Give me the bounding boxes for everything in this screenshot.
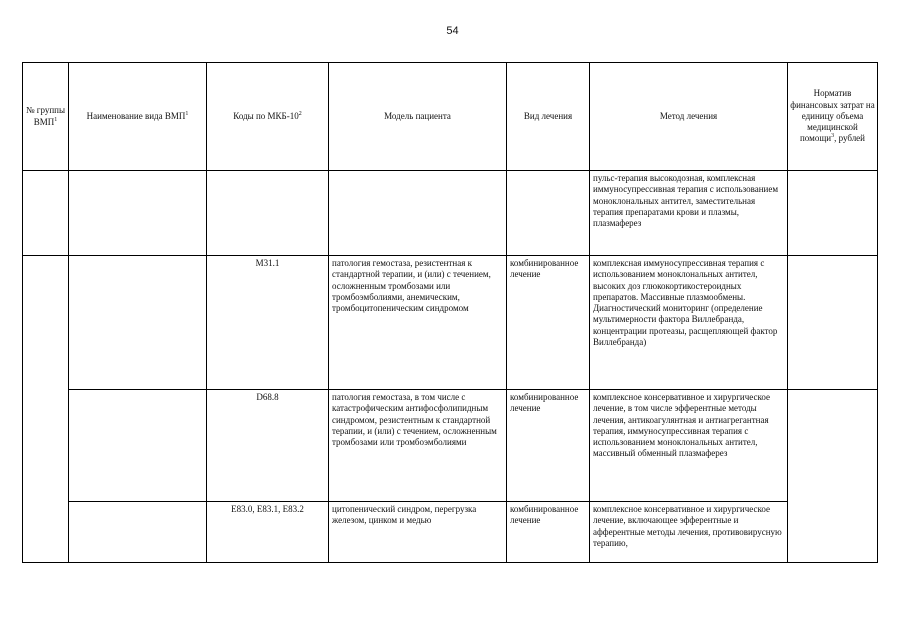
cell-method: комплексная иммуносупрессивная терапия с использованием моноклональных антител, высоких доз глюкокортикостероидных препаратов. Массивные плазмообмены. Диагностический мониторинг (определение мультимерности фактора Виллебранда, концентрации протеазы, расщепляющей фактор Виллебранда) [590,256,788,390]
vmp-table [22,62,878,563]
table-header-row [23,63,878,171]
header-treatment-type: Вид лечения [507,63,590,171]
cell-codes: E83.0, E83.1, E83.2 [207,502,329,563]
cell-cost [788,256,878,390]
table-row [23,502,878,563]
header-patient-model: Модель пациента [329,63,507,171]
header-treatment-method: Метод лечения [590,63,788,171]
cell-codes: D68.8 [207,390,329,502]
cell-name [69,171,207,256]
header-vmp-name: Наименование вида ВМП$^1$ [69,63,207,171]
cell-name [69,256,207,390]
cell-model: патология гемостаза, в том числе с катастрофическим антифосфолипидным синдромом, резистентным к стандартной терапии, и (или) с течением, осложненным тромбозами или тромбоэмболиями [329,390,507,502]
table-row [23,390,878,502]
cell-codes: M31.1 [207,256,329,390]
cell-group [23,171,69,256]
cell-treatment: комбинированное лечение [507,256,590,390]
cell-codes [207,171,329,256]
cell-model: цитопенический синдром, перегрузка железом, цинком и медью [329,502,507,563]
cell-method: комплексное консервативное и хирургическое лечение, в том числе эфферентные методы лечения, антикоагулянтная и антиагрегантная терапия, иммуносупрессивная терапия с использованием моноклональных антител, массивный обменный плазмаферез [590,390,788,502]
cell-group-merged [23,256,69,563]
header-icd-codes: Коды по МКБ-$10^2$ [207,63,329,171]
cell-method: пульс-терапия высокодозная, комплексная иммуносупрессивная терапия с использованием моноклональных антител, заместительная терапия препаратами крови и плазмы, плазмаферез [590,171,788,256]
cell-cost [788,171,878,256]
cell-name [69,502,207,563]
page-number: 54 [446,25,459,37]
cell-treatment [507,171,590,256]
header-cost-norm: Норматив финансовых затрат на единицу объема медицинской помощи$^3$, рублей [788,63,878,171]
cell-treatment: комбинированное лечение [507,502,590,563]
header-group-number: № группы ВМП$^1$ [23,63,69,171]
cell-method: комплексное консервативное и хирургическое лечение, включающее эфферентные и афферентные методы лечения, противовирусную терапию, [590,502,788,563]
cell-model [329,171,507,256]
cell-model: патология гемостаза, резистентная к стандартной терапии, и (или) с течением, осложненным тромбозами или тромбоэмболиями, анемическим, тромбоцитопеническим синдромом [329,256,507,390]
cell-cost-merged [788,390,878,563]
table-row [23,171,878,256]
cell-name [69,390,207,502]
cell-treatment: комбинированное лечение [507,390,590,502]
table-row [23,256,878,390]
